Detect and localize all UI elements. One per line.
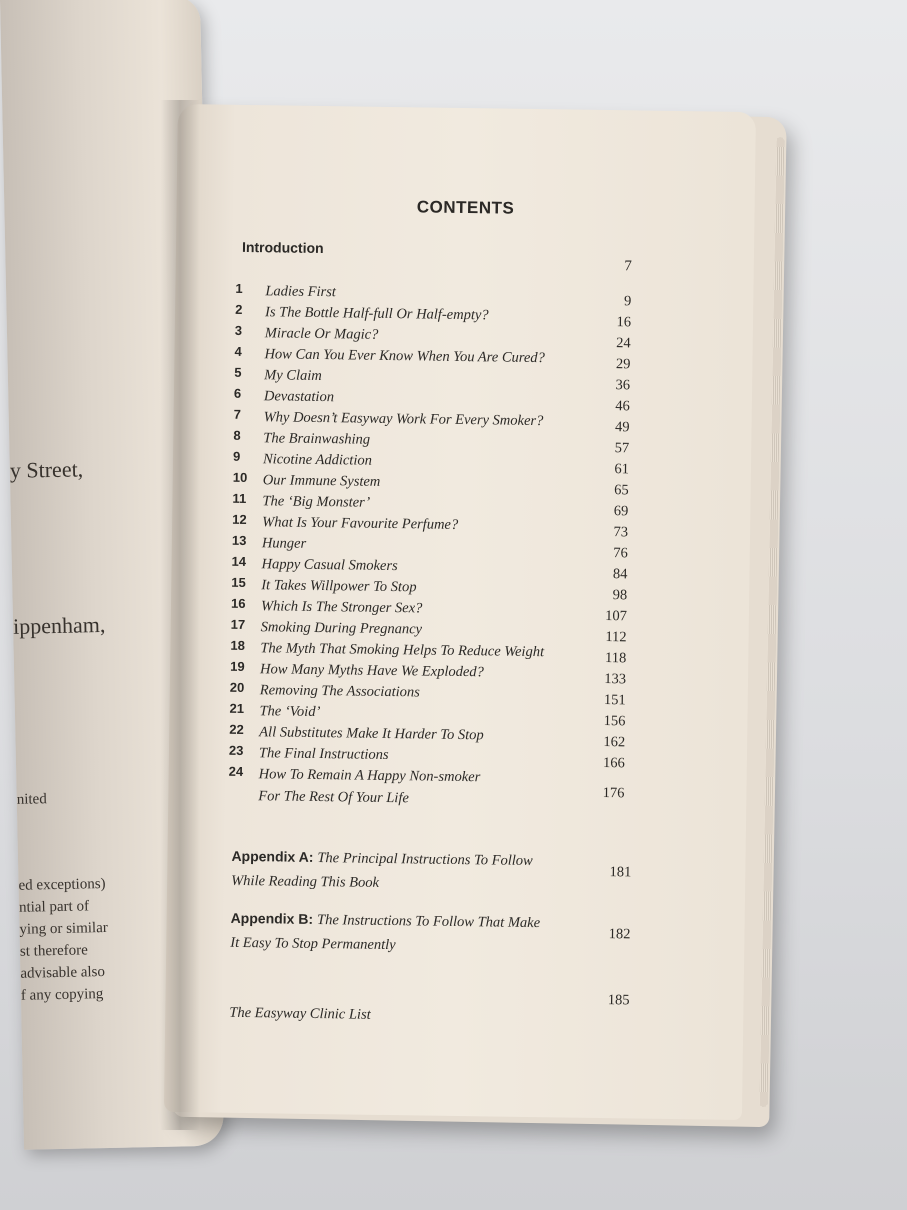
chapter-page-number: 36 bbox=[615, 377, 631, 394]
chapter-page-number: 98 bbox=[612, 587, 628, 604]
chapter-number: 12 bbox=[232, 511, 247, 527]
chapter-title: The Myth That Smoking Helps To Reduce Weight bbox=[260, 640, 545, 661]
chapter-page-number: 166 bbox=[602, 755, 625, 772]
appendix-a-page-number: 181 bbox=[609, 864, 632, 881]
chapter-number: 11 bbox=[232, 490, 247, 506]
chapter-number: 10 bbox=[232, 469, 248, 486]
clinic-list-page-number: 185 bbox=[607, 992, 630, 1009]
chapter-page-number: 46 bbox=[615, 398, 630, 415]
chapter-page-number: 57 bbox=[614, 440, 630, 457]
chapter-page-number: 133 bbox=[604, 671, 627, 688]
chapter-page-number: 112 bbox=[605, 629, 627, 646]
appendix-a-title-line-2: While Reading This Book bbox=[231, 872, 380, 891]
left-page-text: y Street, bbox=[9, 456, 84, 483]
chapter-title-line-2: For The Rest Of Your Life bbox=[258, 788, 409, 807]
chapter-title: What Is Your Favourite Perfume? bbox=[262, 514, 459, 533]
appendix-b-title-line-2: It Easy To Stop Permanently bbox=[230, 934, 396, 954]
chapter-title: Why Doesn’t Easyway Work For Every Smoker? bbox=[263, 409, 544, 430]
chapter-title: Ladies First bbox=[265, 283, 336, 301]
appendix-b-label: Appendix B: bbox=[230, 909, 314, 927]
chapter-number: 15 bbox=[231, 574, 246, 590]
chapter-number: 20 bbox=[229, 679, 245, 695]
chapter-page-number: 73 bbox=[613, 524, 629, 541]
chapter-title: The Final Instructions bbox=[258, 745, 389, 764]
clinic-list-title: The Easyway Clinic List bbox=[229, 1004, 371, 1023]
chapter-title: Hunger bbox=[261, 535, 307, 552]
chapter-number: 17 bbox=[230, 616, 246, 632]
chapter-number: 14 bbox=[231, 553, 247, 569]
appendix-a-title: The Principal Instructions To Follow bbox=[317, 850, 533, 870]
chapter-title-line-1: How To Remain A Happy Non-smoker bbox=[258, 766, 481, 786]
chapter-page-number: 156 bbox=[603, 713, 626, 730]
page-title: CONTENTS bbox=[416, 197, 515, 218]
chapter-title: Is The Bottle Half-full Or Half-empty? bbox=[264, 304, 489, 324]
chapter-number: 16 bbox=[230, 595, 246, 611]
left-page-text: st therefore bbox=[19, 942, 88, 960]
chapter-title: Devastation bbox=[263, 388, 335, 406]
chapter-number: 13 bbox=[231, 532, 247, 548]
appendix-b-entry bbox=[230, 907, 631, 961]
left-page-text: f any copying bbox=[20, 986, 104, 1004]
chapter-page-number: 118 bbox=[604, 650, 627, 667]
appendix-b-title: The Instructions To Follow That Make bbox=[316, 912, 541, 932]
chapter-page-number: 162 bbox=[603, 734, 626, 751]
chapter-number: 9 bbox=[232, 448, 241, 464]
chapter-page-number: 65 bbox=[614, 482, 629, 499]
chapter-title: How Many Myths Have We Exploded? bbox=[260, 661, 484, 681]
chapter-number: 6 bbox=[233, 385, 242, 401]
chapter-number: 19 bbox=[230, 658, 245, 674]
chapter-number: 3 bbox=[234, 322, 243, 338]
chapter-title: Removing The Associations bbox=[259, 682, 420, 701]
chapter-title: How Can You Ever Know When You Are Cured? bbox=[264, 346, 545, 367]
chapter-title: Happy Casual Smokers bbox=[261, 556, 398, 575]
chapter-row bbox=[228, 764, 629, 815]
appendix-b-page-number: 182 bbox=[608, 926, 631, 943]
chapter-title: Which Is The Stronger Sex? bbox=[260, 598, 423, 617]
chapter-page-number: 176 bbox=[602, 784, 625, 802]
chapter-number: 8 bbox=[233, 427, 241, 443]
chapter-page-number: 16 bbox=[616, 314, 632, 331]
chapter-number: 4 bbox=[234, 343, 242, 359]
contents-page bbox=[164, 104, 756, 1120]
chapter-title: The Brainwashing bbox=[263, 430, 371, 448]
chapter-number: 5 bbox=[234, 364, 242, 380]
introduction-label: Introduction bbox=[241, 238, 324, 257]
chapter-title: Nicotine Addiction bbox=[262, 451, 373, 469]
left-page-text: ntial part of bbox=[18, 898, 90, 916]
chapter-title: Smoking During Pregnancy bbox=[260, 619, 423, 638]
left-page-text: nited bbox=[16, 791, 47, 808]
chapter-title: The ‘Void’ bbox=[259, 703, 321, 721]
chapter-page-number: 69 bbox=[613, 503, 629, 520]
chapter-title: The ‘Big Monster’ bbox=[262, 493, 371, 511]
chapter-title: Miracle Or Magic? bbox=[264, 325, 379, 343]
chapter-title bbox=[258, 763, 579, 811]
chapter-page-number: 61 bbox=[614, 461, 630, 478]
chapter-number: 7 bbox=[233, 406, 242, 422]
chapter-page-number: 49 bbox=[614, 419, 630, 436]
chapter-number: 2 bbox=[235, 301, 243, 317]
chapter-number: 21 bbox=[229, 700, 245, 716]
appendix-a-entry bbox=[231, 845, 632, 899]
chapter-number: 23 bbox=[228, 742, 244, 758]
chapter-page-number: 76 bbox=[613, 545, 628, 562]
chapter-page-number: 84 bbox=[612, 566, 628, 583]
chapter-title: My Claim bbox=[264, 367, 322, 385]
chapter-number: 24 bbox=[228, 763, 244, 779]
chapter-title: Our Immune System bbox=[262, 472, 381, 490]
chapter-page-number: 107 bbox=[605, 608, 628, 625]
appendix-a-label: Appendix A: bbox=[231, 847, 314, 865]
chapter-number: 18 bbox=[230, 637, 246, 653]
left-page-text: ed exceptions) bbox=[18, 875, 106, 894]
chapter-list bbox=[228, 281, 635, 815]
left-page-text: ippenham, bbox=[12, 611, 106, 639]
left-page-text: ying or similar bbox=[19, 919, 108, 938]
chapter-number: 22 bbox=[229, 721, 244, 737]
chapter-title: It Takes Willpower To Stop bbox=[261, 577, 417, 596]
chapter-number: 1 bbox=[235, 280, 243, 296]
chapter-page-number: 24 bbox=[616, 335, 631, 352]
chapter-page-number: 9 bbox=[623, 293, 632, 310]
chapter-page-number: 151 bbox=[603, 692, 626, 709]
introduction-page-number: 7 bbox=[624, 258, 632, 275]
left-page-text: advisable also bbox=[20, 964, 106, 982]
chapter-page-number: 29 bbox=[615, 356, 631, 373]
chapter-title: All Substitutes Make It Harder To Stop bbox=[259, 724, 484, 744]
clinic-list-entry bbox=[229, 992, 630, 1023]
